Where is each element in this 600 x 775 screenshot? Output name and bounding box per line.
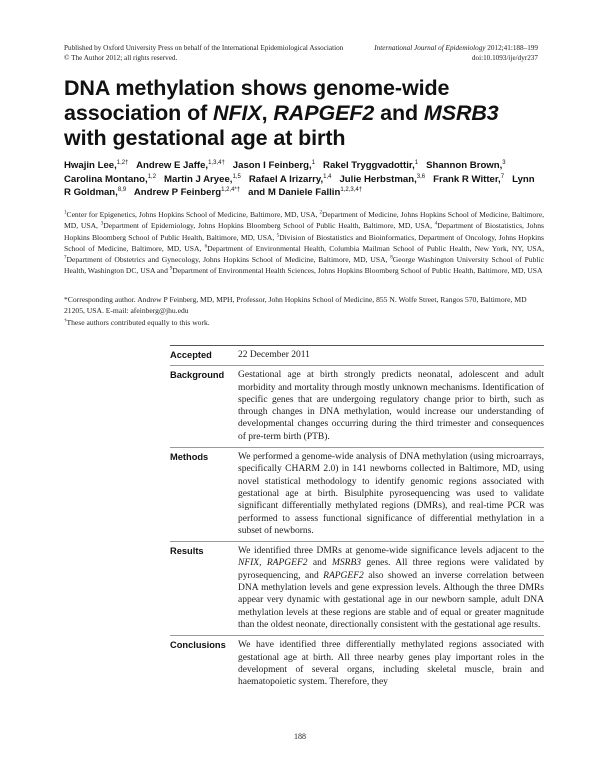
journal-name: International Journal of Epidemiology <box>374 44 486 52</box>
corresponding-author: *Corresponding author. Andrew P Feinberg, MD, MPH, Professor, John Hopkins School of Medicine, 855 N. Wolfe Street, Rangos 570, Baltimore, MD 21205, USA. E-mail: afeinberg@jhu.edu <box>64 295 527 316</box>
published-by: Published by Oxford University Press on behalf of the International Epidemiological Association <box>64 44 344 52</box>
author: Carolina Montano,$^{1,2}$ <box>64 173 157 185</box>
results-label: Results <box>170 546 204 557</box>
equal-contribution-note: †These authors contributed equally to this work. <box>64 317 210 327</box>
accepted-date: 22 December 2011 <box>238 350 310 360</box>
affiliations: $^1$Center for Epigenetics, Johns Hopkins School of Medicine, Baltimore, MD, USA, $^2$Department of Medicine, Johns Hopkins School of Medicine, Baltimore, MD, USA, $^3$Department of Epidemiology, Johns Hopkins Bloomberg School of Public Health, Baltimore, MD, USA, $^4$Department of Biostatistics, Johns Hopkins Bloomberg School of Public Health, Baltimore, MD, USA, $^5$Division of Biostatistics and Bioinformatics, Department of Oncology, Johns Hopkins School of Medicine, Baltimore, MD, USA, $^6$Department of Environmental Health, Columbia Mailman School of Public Health, New York, NY, USA, $^7$Department of Obstetrics and Gynecology, Johns Hopkins School of Medicine, Baltimore, MD, USA, $^8$George Washington University School of Public Health, Washington DC, USA and $^9$Department of Environmental Health Sciences, Johns Hopkins Bloomberg School of Public Health, Baltimore, MD, USA <box>64 210 545 276</box>
abstract <box>170 345 544 692</box>
page-number: 188 <box>294 732 306 741</box>
conclusions-text: We have identified three differentially methylated regions associated with gestational age at birth. All three nearby genes play important roles in the development of several organs, including skeletal muscle, brain and haematopoietic system. Therefore, they <box>238 640 544 688</box>
abstract-methods <box>170 448 544 542</box>
author: Andrew E Jaffe,$^{1,3,4\dagger}$ <box>136 159 225 171</box>
gene-nfix: NFIX <box>213 101 262 125</box>
author: Rafael A Irizarry,$^{1,4}$ <box>248 173 332 185</box>
author: Frank R Witter,$^7$ <box>433 173 505 185</box>
author: Lynn R Goldman,$^{8,9}$ <box>64 173 535 198</box>
accepted-label: Accepted <box>170 350 212 360</box>
doi: doi:10.1093/ije/dyr237 <box>471 54 538 62</box>
correspondence-note <box>64 294 544 328</box>
abstract-background <box>170 366 544 448</box>
abstract-accepted <box>170 346 544 366</box>
background-label: Background <box>170 370 225 381</box>
gene-rapgef2: RAPGEF2 <box>273 101 375 125</box>
methods-text: We performed a genome-wide analysis of DNA methylation (using microarrays, specifically CHARM 2.0) in 141 newborns collected in Baltimore, MD, using novel statistical methodology to identify genomic regions associated with gestational age at birth. Bisulphite pyrosequencing was used to validate significant differentially methylated regions (DMRs), and real-time PCR was performed to assess functional significance of differential methylation in a subset of newborns. <box>238 452 544 536</box>
author: Julie Herbstman,$^{3,6}$ <box>339 173 426 185</box>
results-text: We identified three DMRs at genome-wide significance levels adjacent to the NFIX, RAPGEF2 and MSRB3 genes. All three regions were validated by pyrosequencing, and RAPGEF2 also showed an inverse correlation between DNA methylation levels and gene expression levels. Although the three DMRs appear very dynamic with gestational age in our newborn sample, adult DNA methylation levels at these regions are stable and of equal or greater magnitude than the oldest neonate, directionally consistent with the gestational age results. <box>238 546 545 630</box>
copyright: © The Author 2012; all rights reserved. <box>64 54 178 62</box>
author: Shannon Brown,$^3$ <box>426 159 506 171</box>
author: and M Daniele Fallin$^{1,2,3,4\dagger}$ <box>248 186 363 198</box>
author: Jason I Feinberg,$^1$ <box>232 159 316 171</box>
conclusions-label: Conclusions <box>170 640 226 651</box>
abstract-conclusions <box>170 636 544 692</box>
article-title: DNA methylation shows genome-wide association of NFIX, RAPGEF2 and MSRB3 with gestational age at birth <box>64 76 499 150</box>
author: Martin J Aryee,$^{1,5}$ <box>164 173 241 185</box>
author-list <box>64 159 544 200</box>
methods-label: Methods <box>170 452 209 463</box>
gene-msrb3: MSRB3 <box>423 101 499 125</box>
citation: 2012;41:188–199 <box>487 44 538 52</box>
author: Hwajin Lee,$^{1,2\dagger}$ <box>64 159 129 171</box>
author: Rakel Tryggvadottir,$^1$ <box>323 159 419 171</box>
abstract-results <box>170 542 544 636</box>
journal-info <box>374 43 538 63</box>
publisher-note <box>64 43 343 63</box>
author: Andrew P Feinberg$^{1,2,4*\dagger}$ <box>133 186 241 198</box>
background-text: Gestational age at birth strongly predicts neonatal, adolescent and adult morbidity and mortality through mostly unknown mechanisms. Identification of specific genes that are undergoing regulatory change prior to birth, such as through changes in DNA methylation, would increase our understanding of developmental changes occurring during the third trimester and consequences of pre-term birth (PTB). <box>238 370 544 442</box>
